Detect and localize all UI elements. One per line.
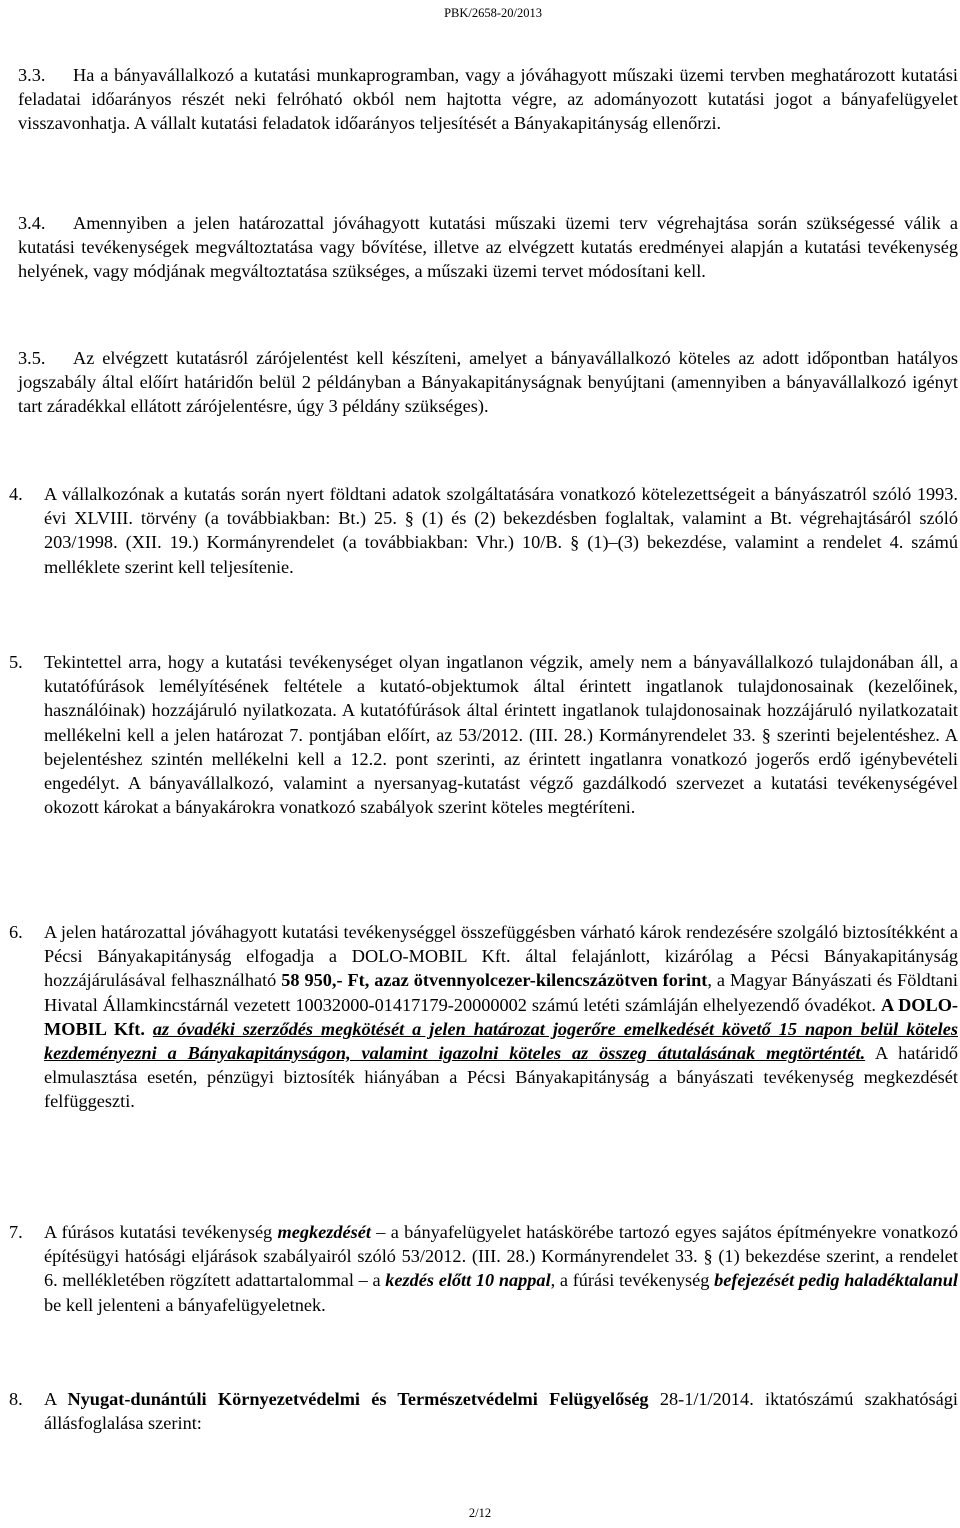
section-3-5 [18, 346, 958, 419]
section-number: 3.3. [18, 65, 46, 85]
section-text: Az elvégzett kutatásról zárójelentést kell készíteni, amelyet a bányavállalkozó köteles az adott időpontban hatályos jogszabály által előírt határidőn belül 2 példányban a Bányakapitányságnak benyújtani (amennyiben a bányavállalkozó igényt tart záradékkal ellátott zárójelentésre, úgy 3 példány szükséges). [18, 348, 958, 417]
obligation-text: az óvadéki szerződés megkötését a jelen határozat jogerőre emelkedését követő 15 napon belül köteles kezdeményezni a Bányakapitányságon, valamint igazolni köteles az összeg átutalásának megtörténtét. [44, 1018, 958, 1064]
section-5 [9, 650, 958, 819]
section-8 [9, 1387, 958, 1435]
section-3-4 [18, 211, 958, 284]
section-number: 3.4. [18, 213, 46, 233]
section-6 [9, 920, 958, 1114]
section-4 [9, 482, 958, 579]
section-number: 5. [9, 652, 23, 672]
section-3-3 [18, 63, 958, 136]
section-text: Ha a bányavállalkozó a kutatási munkaprogramban, vagy a jóváhagyott műszaki üzemi tervben meghatározott kutatási feladatai időarányos részét neki felróható okból nem hajtotta végre, az adományozott kutatási jogot a bányafelügyelet visszavonhatja. A vállalt kutatási feladatok időarányos teljesítését a Bányakapitányság ellenőrzi. [18, 65, 958, 134]
section-7 [9, 1220, 958, 1317]
section-number: 7. [9, 1222, 23, 1242]
authority-name: Nyugat-dunántúli Környezetvédelmi és Természetvédelmi Felügyelőség [67, 1389, 649, 1409]
section-number: 8. [9, 1389, 23, 1409]
section-text: A jelen határozattal jóváhagyott kutatási tevékenységgel összefüggésben várható károk rendezésére szolgáló biztosítékként a Pécsi Bányakapitányság elfogadja a DOLO-MOBIL Kft. által felajánlott, kizárólag a Pécsi Bányakapitányság hozzájárulásával felhasználható 58 950,- Ft, azaz ötvennyolcezer-kilencszázötven forint, a Magyar Bányászati és Földtani Hivatal Államkincstárnál vezetett 10032000-01417179-20000002 számú letéti számláján elhelyezendő óvadékot. A DOLO-MOBIL Kft. az óvadéki szerződés megkötését a jelen határozat jogerőre emelkedését követő 15 napon belül köteles kezdeményezni a Bányakapitányságon, valamint igazolni köteles az összeg átutalásának megtörténtét. A határidő elmulasztása esetén, pénzügyi biztosíték hiányában a Pécsi Bányakapitányság a bányászati tevékenység megkezdését felfüggeszti. [44, 922, 958, 1112]
page-number: 2/12 [468, 1506, 492, 1520]
section-text: Tekintettel arra, hogy a kutatási tevékenységet olyan ingatlanon végzik, amely nem a bányavállalkozó tulajdonában áll, a kutatófúrások lemélyítésének feltétele a kutató-objektumok által érintett ingatlanok tulajdonosainak (kezelőinek, használóinak) hozzájáruló nyilatkozata. A kutatófúrások által érintett ingatlanok tulajdonosainak hozzájáruló nyilatkozatait mellékelni kell a jelen határozat 7. pontjában előírt, az 53/2012. (III. 28.) Kormányrendelet 33. § szerinti bejelentéshez. A bejelentéshez szintén mellékelni kell a 12.2. pont szerinti, az érintett ingatlanra vonatkozó jogerős erdő igénybevételi engedélyt. A bányavállalkozó, valamint a nyersanyag-kutatást végző gazdálkodó szervezet a kutatási tevékenységével okozott károkat a bányakárokra vonatkozó szabályok szerint köteles megtéríteni. [44, 652, 958, 818]
company-name: A DOLO-MOBIL Kft. [44, 994, 958, 1039]
section-text: A Nyugat-dunántúli Környezetvédelmi és Természetvédelmi Felügyelőség 28-1/1/2014. iktatószámú szakhatósági állásfoglalása szerint: [44, 1389, 958, 1434]
section-text: A vállalkozónak a kutatás során nyert földtani adatok szolgáltatására vonatkozó kötelezettségeit a bányászatról szóló 1993. évi XLVIII. törvény (a továbbiakban: Bt.) 25. § (1) és (2) bekezdésben foglaltak, valamint a Bt. végrehajtásáról szóló 203/1998. (XII. 19.) Kormányrendelet (a továbbiakban: Vhr.) 10/B. § (1)–(3) bekezdése, valamint a rendelet 4. számú melléklete szerint kell teljesítenie. [44, 484, 958, 577]
section-text: A fúrásos kutatási tevékenység megkezdését – a bányafelügyelet hatáskörébe tartozó egyes sajátos építményekre vonatkozó építésügyi hatósági eljárások szabályairól szóló 53/2012. (III. 28.) Kormányrendelet 33. § (1) bekezdése szerint, a rendelet 6. mellékletében rögzített adattartalommal – a kezdés előtt 10 nappal, a fúrási tevékenység befejezését pedig haladéktalanul be kell jelenteni a bányafelügyeletnek. [44, 1222, 959, 1315]
document-id: PBK/2658-20/2013 [444, 6, 542, 20]
section-text: Amennyiben a jelen határozattal jóváhagyott kutatási műszaki üzemi terv végrehajtása során szükségessé válik a kutatási tevékenységek megváltoztatása vagy bővítése, illetve az elvégzett kutatás eredményei alapján a kutatási tevékenység helyének, vagy módjának megváltoztatása szükséges, a műszaki üzemi tervet módosítani kell. [18, 213, 958, 282]
section-number: 3.5. [18, 348, 46, 368]
guarantee-amount: 58 950,- Ft, azaz ötvennyolcezer-kilencszázötven forint [281, 970, 708, 991]
section-number: 4. [9, 484, 23, 504]
section-number: 6. [9, 922, 23, 942]
